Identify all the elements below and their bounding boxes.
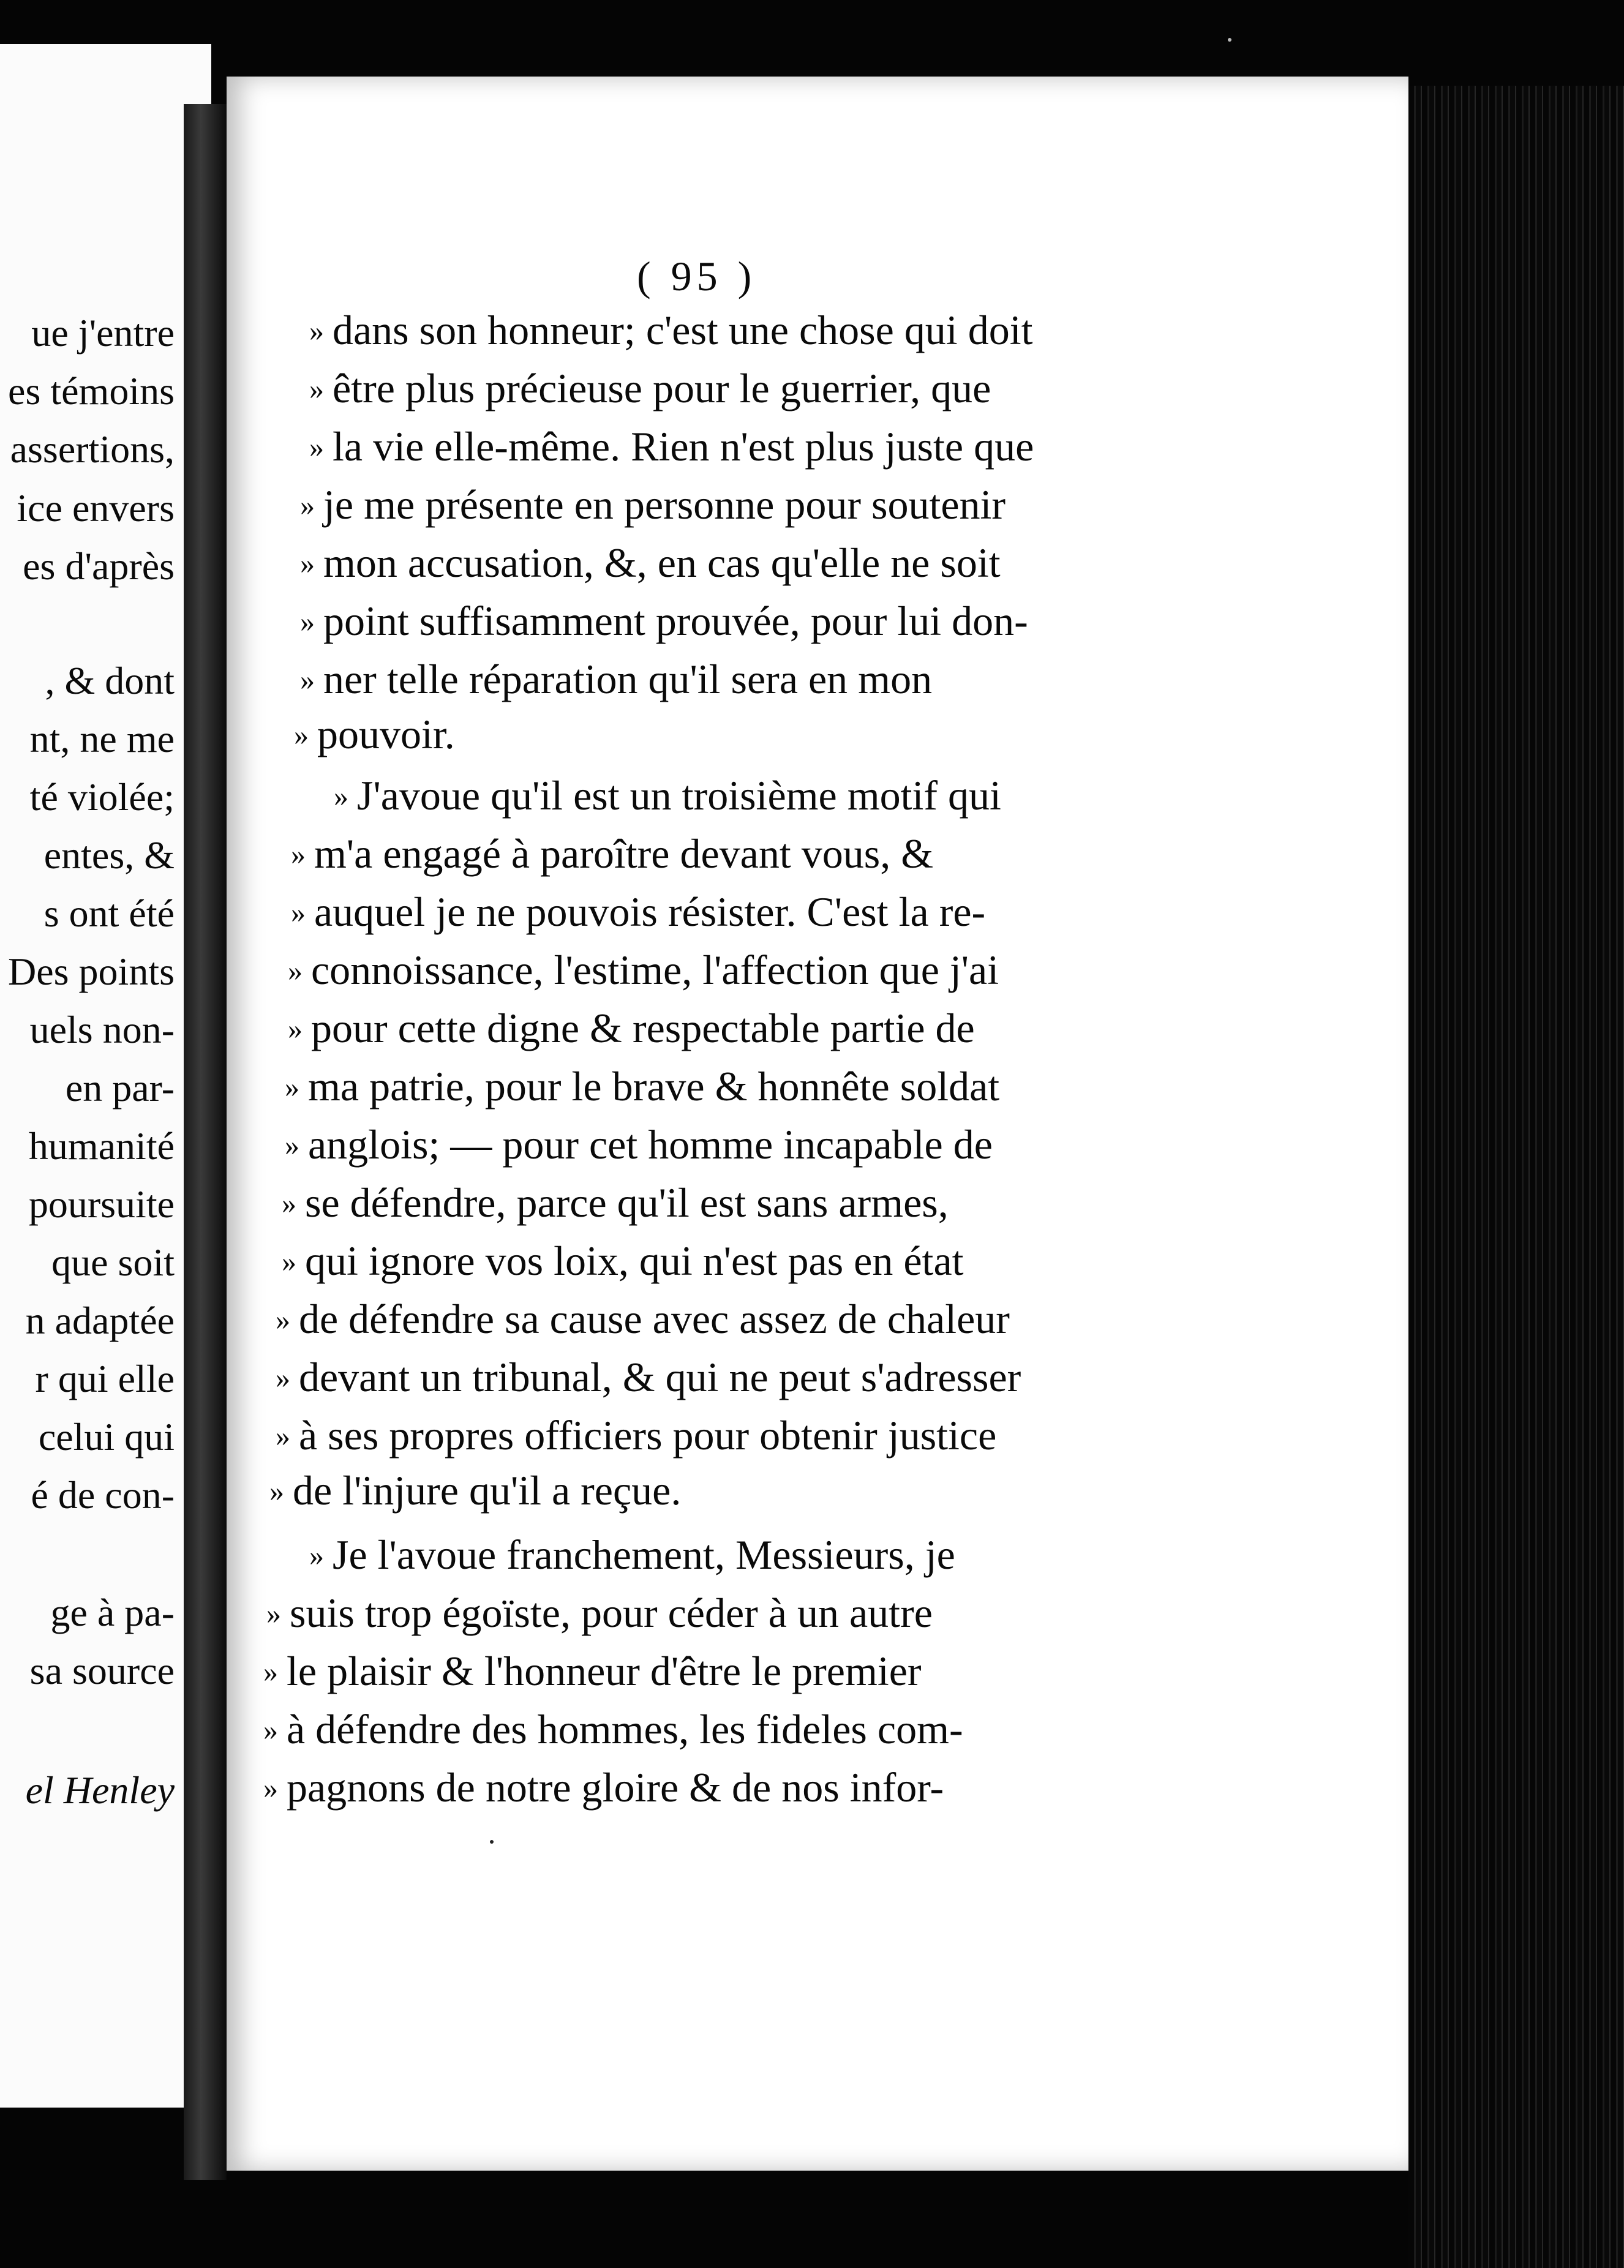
quote-mark: » bbox=[288, 955, 303, 987]
page-edges bbox=[1408, 86, 1624, 2268]
text-line: » ma patrie, pour le brave & honnête soldat bbox=[285, 1063, 1000, 1110]
text-line: » la vie elle-même. Rien n'est plus juste que bbox=[309, 423, 1034, 470]
quote-mark: » bbox=[300, 606, 315, 638]
text-line: » J'avoue qu'il est un troisième motif qui bbox=[334, 772, 1001, 819]
quote-mark: » bbox=[309, 1539, 324, 1572]
text-line: » Je l'avoue franchement, Messieurs, je bbox=[309, 1531, 955, 1578]
text-line: » suis trop égoïste, pour céder à un autre bbox=[266, 1590, 933, 1636]
quote-mark: » bbox=[269, 1475, 284, 1508]
left-page-line: poursuite bbox=[28, 1182, 175, 1226]
text-line: » le plaisir & l'honneur d'être le premier bbox=[263, 1648, 922, 1694]
text-line: » qui ignore vos loix, qui n'est pas en état bbox=[282, 1237, 964, 1284]
quote-mark: » bbox=[263, 1656, 278, 1688]
quote-mark: » bbox=[285, 1129, 299, 1162]
ink-speck bbox=[490, 1840, 494, 1844]
left-page-line: humanité bbox=[28, 1124, 175, 1168]
quote-mark: » bbox=[276, 1304, 290, 1336]
text-line: » connoissance, l'estime, l'affection que j'ai bbox=[288, 947, 999, 993]
text-line: » se défendre, parce qu'il est sans armes, bbox=[282, 1179, 949, 1226]
left-page-line: entes, & bbox=[43, 833, 175, 877]
quote-mark: » bbox=[300, 489, 315, 522]
left-page-line: es d'après bbox=[23, 544, 175, 588]
quote-mark: » bbox=[294, 719, 309, 751]
text-line: » anglois; — pour cet homme incapable de bbox=[285, 1121, 993, 1168]
text-line: » m'a engagé à paroître devant vous, & bbox=[291, 830, 934, 877]
text-line: » dans son honneur; c'est une chose qui doit bbox=[309, 307, 1033, 353]
left-page-line: nt, ne me bbox=[29, 717, 175, 760]
left-page-line: ice envers bbox=[17, 486, 175, 530]
left-page-line: té violée; bbox=[29, 775, 175, 819]
page-number: ( 95 ) bbox=[637, 253, 757, 299]
quote-mark: » bbox=[285, 1071, 299, 1103]
quote-mark: » bbox=[266, 1598, 281, 1630]
left-page-line: sa source bbox=[29, 1649, 175, 1692]
left-page-line: ue j'entre bbox=[31, 311, 175, 355]
quote-mark: » bbox=[282, 1245, 296, 1278]
left-page-line: ge à pa- bbox=[50, 1591, 175, 1634]
quote-mark: » bbox=[263, 1714, 278, 1746]
text-line: » je me présente en personne pour soutenir bbox=[300, 481, 1006, 528]
text-line: » mon accusation, &, en cas qu'elle ne soit bbox=[300, 539, 1001, 586]
left-page-line: que soit bbox=[51, 1241, 175, 1284]
text-line: » devant un tribunal, & qui ne peut s'adresser bbox=[276, 1354, 1021, 1400]
ink-speck bbox=[1228, 38, 1231, 42]
quote-mark: » bbox=[309, 373, 324, 405]
left-page-line: uels non- bbox=[29, 1008, 175, 1051]
quote-mark: » bbox=[263, 1772, 278, 1804]
quote-mark: » bbox=[300, 664, 315, 696]
left-page-line: assertions, bbox=[10, 427, 175, 471]
quote-mark: » bbox=[309, 315, 324, 347]
text-line: » être plus précieuse pour le guerrier, que bbox=[309, 365, 991, 411]
text-line: » à défendre des hommes, les fideles com- bbox=[263, 1706, 963, 1752]
quote-mark: » bbox=[309, 431, 324, 464]
text-line: » pouvoir. bbox=[294, 711, 455, 757]
left-page-line: n adaptée bbox=[25, 1299, 175, 1342]
left-page-line: r qui elle bbox=[35, 1357, 175, 1400]
text-line: » ner telle réparation qu'il sera en mon bbox=[300, 656, 933, 702]
text-line: » de défendre sa cause avec assez de chaleur bbox=[276, 1296, 1010, 1342]
quote-mark: » bbox=[291, 838, 306, 871]
quote-mark: » bbox=[282, 1187, 296, 1220]
text-line: » de l'injure qu'il a reçue. bbox=[269, 1467, 682, 1514]
text-line: » pagnons de notre gloire & de nos infor- bbox=[263, 1764, 944, 1811]
left-page-line: celui qui bbox=[38, 1415, 175, 1459]
left-page-line: en par- bbox=[65, 1066, 175, 1110]
left-page-line: é de con- bbox=[31, 1473, 175, 1517]
quote-mark: » bbox=[291, 896, 306, 929]
left-page-line: s ont été bbox=[43, 892, 175, 935]
left-page-line: , & dont bbox=[45, 659, 175, 702]
left-facing-page bbox=[0, 44, 211, 2108]
left-page-line: el Henley bbox=[25, 1768, 175, 1812]
quote-mark: » bbox=[300, 547, 315, 580]
left-page-line: Des points bbox=[8, 950, 175, 993]
quote-mark: » bbox=[276, 1362, 290, 1394]
quote-mark: » bbox=[334, 780, 348, 813]
text-line: » point suffisamment prouvée, pour lui don- bbox=[300, 598, 1028, 644]
text-line: » à ses propres officiers pour obtenir justice bbox=[276, 1412, 997, 1459]
text-line: » pour cette digne & respectable partie de bbox=[288, 1005, 975, 1051]
text-line: » auquel je ne pouvois résister. C'est la re- bbox=[291, 888, 986, 935]
quote-mark: » bbox=[288, 1013, 303, 1045]
quote-mark: » bbox=[276, 1420, 290, 1452]
left-page-line: es témoins bbox=[8, 369, 175, 413]
book-gutter bbox=[184, 104, 227, 2180]
